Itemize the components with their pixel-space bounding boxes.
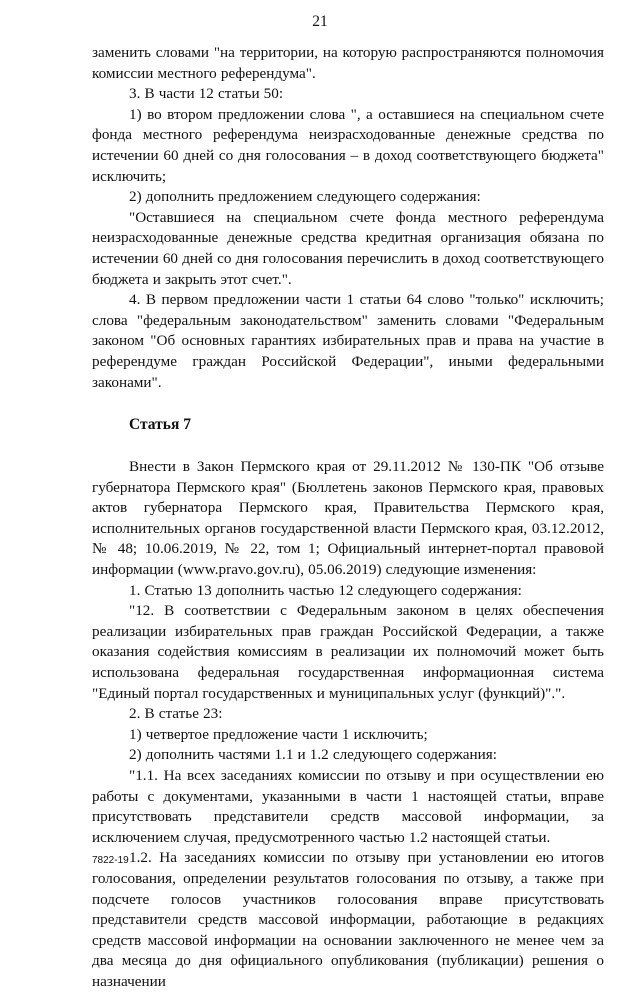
- paragraph: 2. В статье 23:: [129, 705, 223, 723]
- document-code: 7822-19: [92, 855, 129, 866]
- paragraph: 2) дополнить предложением следующего содержания:: [129, 188, 481, 206]
- article-heading: Статья 7: [129, 416, 191, 434]
- paragraph: "12. В соответствии с Федеральным законом в целях обеспечения реализации избирательных прав граждан Российской Федерации, а также оказания содействия комиссиям в реализации их полномочий может быть использована федеральная государственная информационная система "Единый портал государственных и муниципальных услуг (функций)".".: [92, 602, 604, 702]
- paragraph: 3. В части 12 статьи 50:: [129, 85, 284, 103]
- paragraph: "1.1. На всех заседаниях комиссии по отзыву и при осуществлении ею работы с документами, указанными в части 1 настоящей статьи, вправе присутствовать представители средств массовой информации, за исключением случая, предусмотренного частью 1.2 настоящей статьи.: [92, 767, 604, 846]
- page-number: 21: [312, 13, 328, 30]
- paragraph: 4. В первом предложении части 1 статьи 64 слово "только" исключить; слова "федеральным законодательством" заменить словами "Федеральным законом "Об основных гарантиях избирательных прав и права на участие в референдуме граждан Российской Федерации", иными федеральными законами".: [92, 291, 604, 391]
- paragraph: Внести в Закон Пермского края от 29.11.2012 № 130-ПК "Об отзыве губернатора Пермского края" (Бюллетень законов Пермского края, правовых актов губернатора Пермского края, Правительства Пермского края, исполнительных органов государственной власти Пермского края, 03.12.2012, № 48; 10.06.2019, № 22, том 1; Официальный интернет-портал правовой информации (www.pravo.gov.ru), 05.06.2019) следующие изменения:: [92, 458, 604, 579]
- article-6-continuation: [92, 43, 604, 393]
- paragraph: заменить словами "на территории, на которую распространяются полномочия комиссии местного референдума".: [92, 44, 604, 82]
- paragraph: 1. Статью 13 дополнить частью 12 следующего содержания:: [129, 581, 522, 599]
- paragraph: 1) четвертое предложение части 1 исключить;: [129, 725, 428, 743]
- paragraph: 2) дополнить частями 1.1 и 1.2 следующего содержания:: [129, 746, 498, 764]
- document-body: [92, 43, 604, 993]
- paragraph: 1) во втором предложении слова ", а оставшиеся на специальном счете фонда местного референдума неизрасходованные денежные средства по истечении 60 дней со дня голосования – в доход соответствующего бюджета" исключить;: [92, 105, 604, 185]
- paragraph: 1.2. На заседаниях комиссии по отзыву при установлении ею итогов голосования, определении результатов голосования по отзыву, а также при подсчете голосов участников голосования вправе присутствовать представители средств массовой информации, работающие в редакциях средств массовой информации на основании заключенного не менее чем за два месяца до дня официального опубликования (публикации) решения о назначении: [92, 849, 604, 990]
- article-7-body: [92, 457, 604, 992]
- paragraph: "Оставшиеся на специальном счете фонда местного референдума неизрасходованные денежные средства кредитная организация обязана по истечении 60 дней со дня голосования перечислить в доход соответствующего бюджета и закрыть этот счет.".: [92, 208, 604, 288]
